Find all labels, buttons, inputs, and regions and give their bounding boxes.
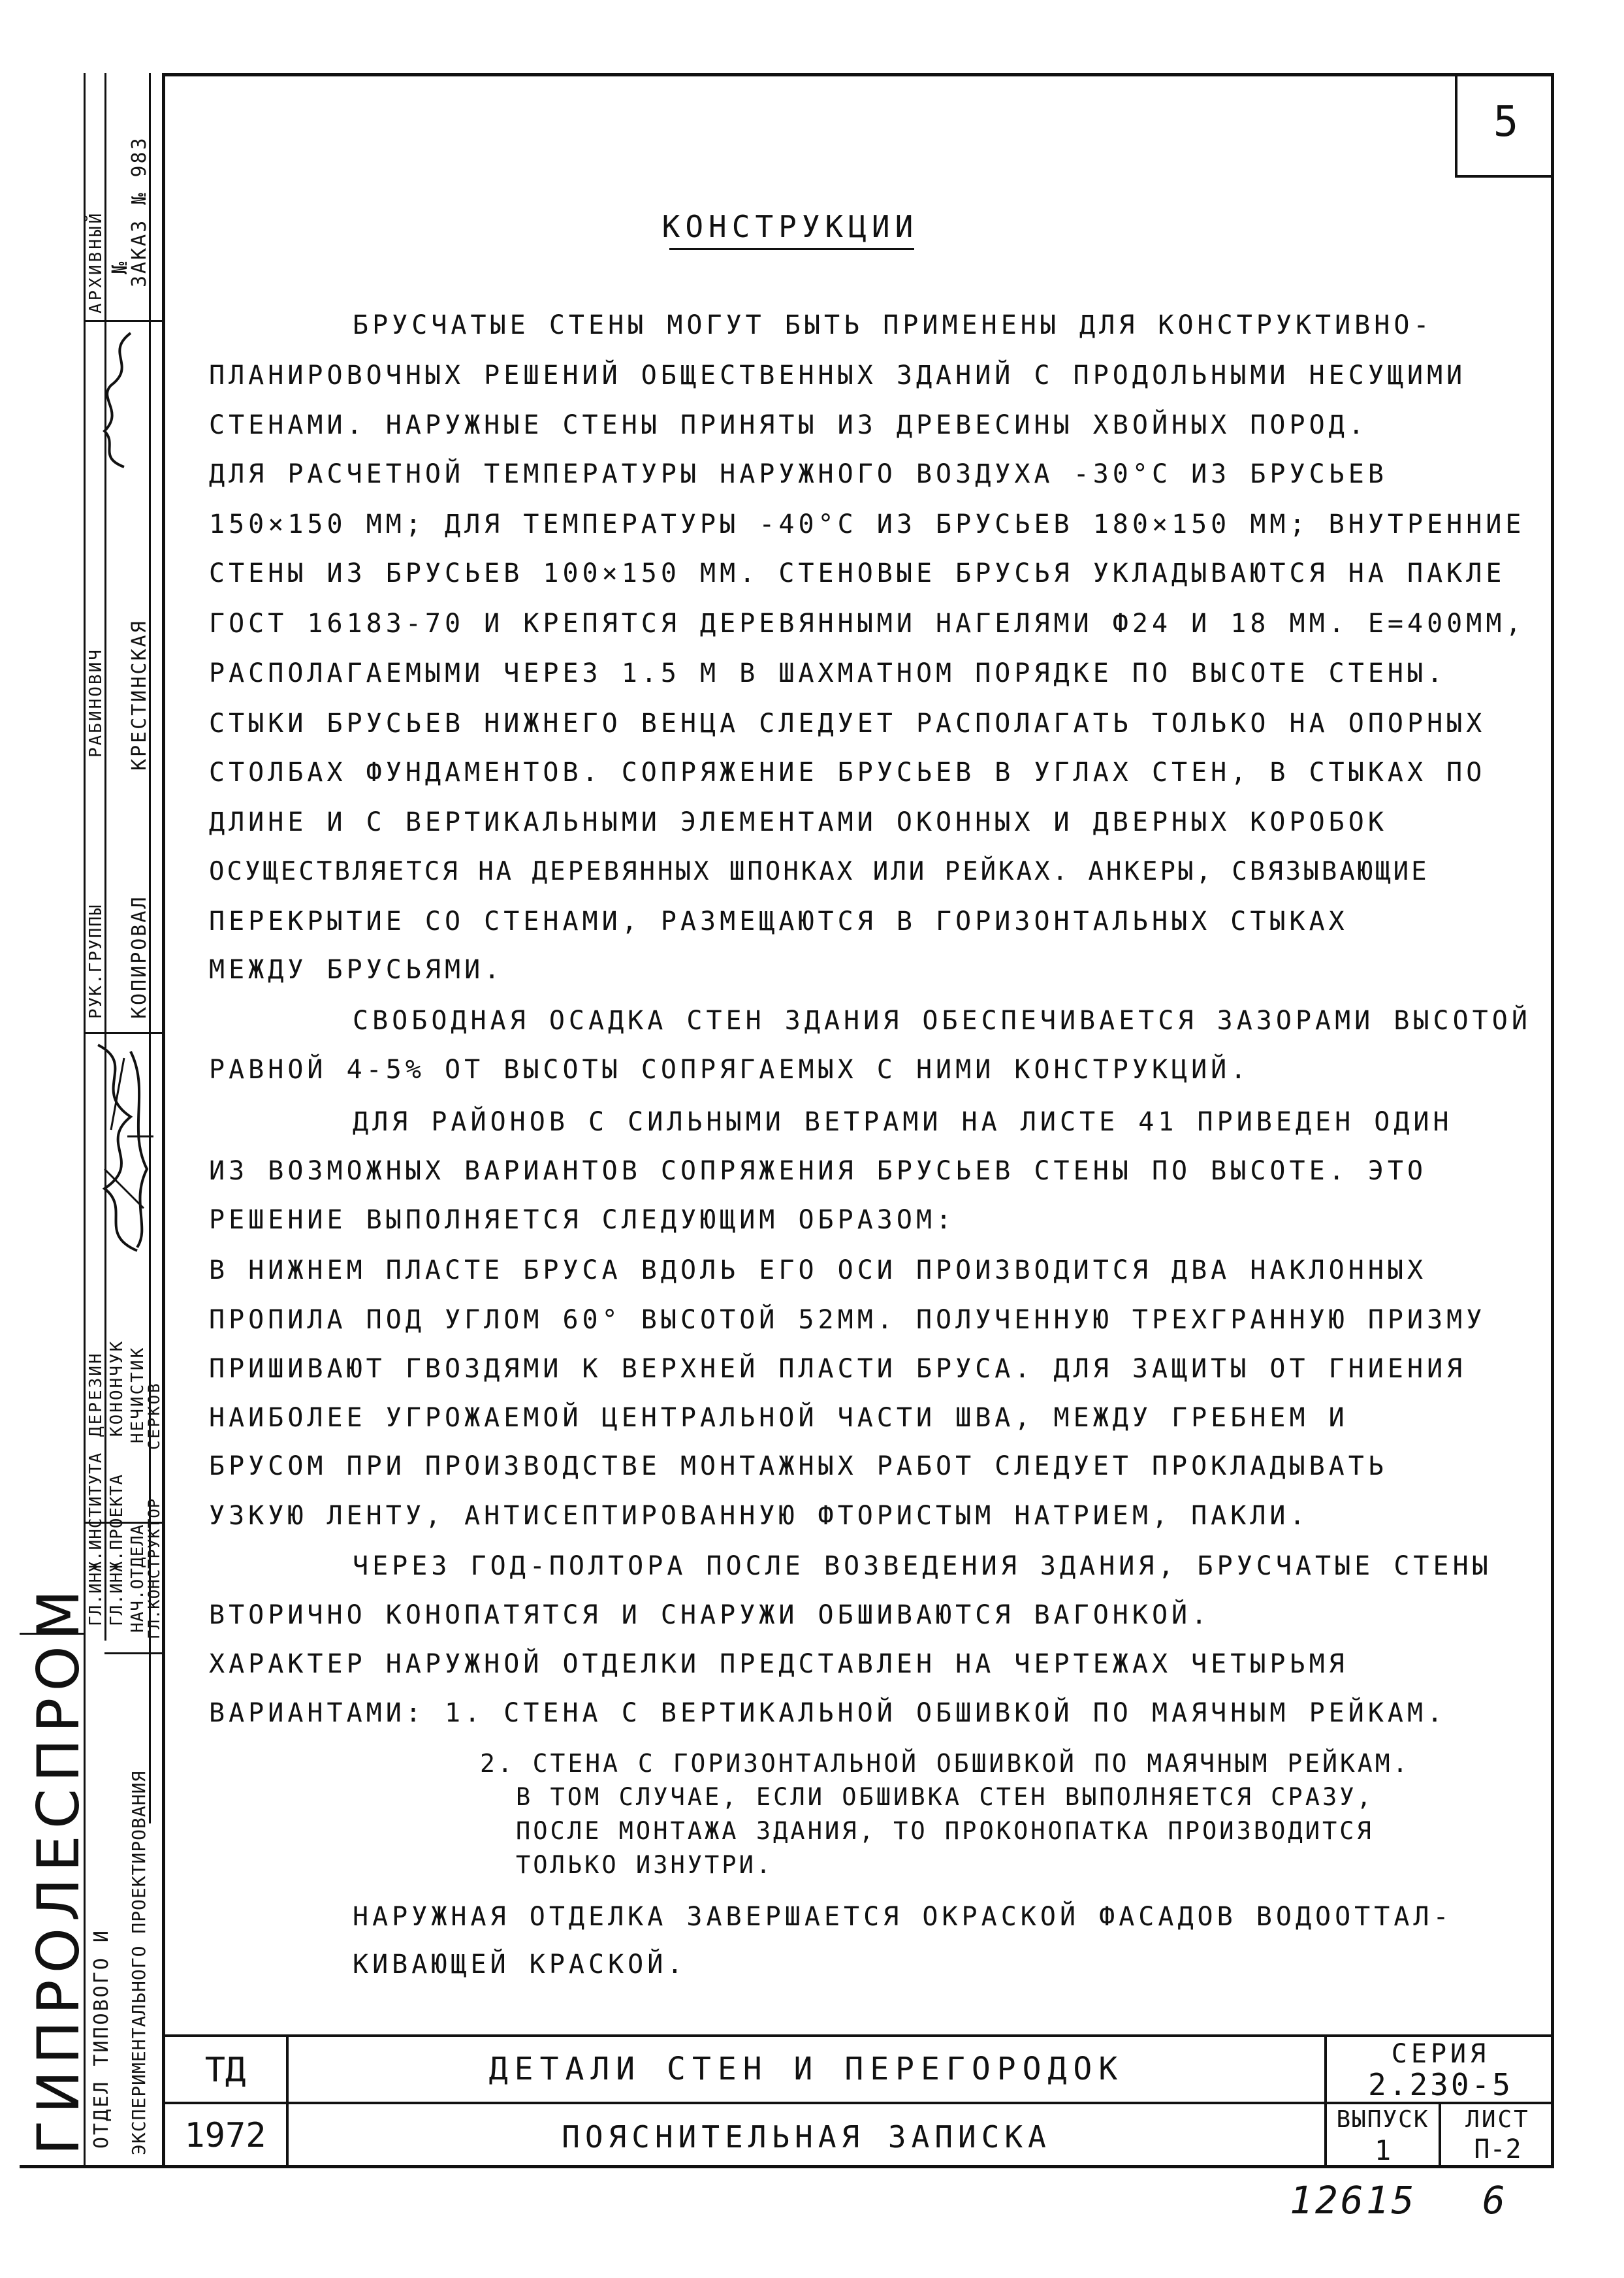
stamp-role-3: НАЧ.ОТДЕЛА [128, 1524, 148, 1633]
stamp-org: ГИПРОЛЕСПРОМ [25, 1583, 92, 2155]
stamp-name-3: НЕЧИСТИК [128, 1345, 148, 1443]
paragraph-line: ПРИШИВАЮТ ГВОЗДЯМИ К ВЕРХНЕЙ ПЛАСТИ БРУСА. ДЛЯ ЗАЩИТЫ ОТ ГНИЕНИЯ [209, 1354, 1467, 1384]
paragraph-line: ПЕРЕКРЫТИЕ СО СТЕНАМИ, РАЗМЕЩАЮТСЯ В ГОРИЗОНТАЛЬНЫХ СТЫКАХ [209, 906, 1348, 937]
paragraph-line: ВАРИАНТАМИ: 1. СТЕНА С ВЕРТИКАЛЬНОЙ ОБШИВКОЙ ПО МАЯЧНЫМ РЕЙКАМ. [209, 1698, 1447, 1728]
frame-top [162, 73, 1554, 76]
sheet-box-bottom [1455, 175, 1554, 178]
stamp-role-1: ГЛ.ИНЖ.ИНСТИТУТА [86, 1452, 106, 1626]
stamp-archive-no: № [107, 261, 132, 274]
tb-issue-value: 1 [1374, 2134, 1392, 2166]
paragraph-line: В ТОМ СЛУЧАЕ, ЕСЛИ ОБШИВКА СТЕН ВЫПОЛНЯЕТСЯ СРАЗУ, [516, 1783, 1374, 1811]
paragraph-line: РАСПОЛАГАЕМЫМИ ЧЕРЕЗ 1.5 М В ШАХМАТНОМ ПОРЯДКЕ ПО ВЫСОТЕ СТЕНЫ. [209, 658, 1447, 688]
paragraph-line: В НИЖНЕМ ПЛАСТЕ БРУСА ВДОЛЬ ЕГО ОСИ ПРОИЗВОДИТСЯ ДВА НАКЛОННЫХ [209, 1255, 1427, 1285]
paragraph-line: СТЕНАМИ. НАРУЖНЫЕ СТЕНЫ ПРИНЯТЫ ИЗ ДРЕВЕСИНЫ ХВОЙНЫХ ПОРОД. [209, 410, 1368, 440]
paragraph-line: 150×150 ММ; ДЛЯ ТЕМПЕРАТУРЫ -40°С ИЗ БРУСЬЕВ 180×150 ММ; ВНУТРЕННИЕ [209, 509, 1525, 539]
stamp-order: ЗАКАЗ № 983 [128, 136, 151, 287]
page-heading: КОНСТРУКЦИИ [661, 209, 919, 244]
paragraph-line: ЧЕРЕЗ ГОД-ПОЛТОРА ПОСЛЕ ВОЗВЕДЕНИЯ ЗДАНИЯ, БРУСЧАТЫЕ СТЕНЫ [353, 1551, 1492, 1581]
paragraph-line: СВОБОДНАЯ ОСАДКА СТЕН ЗДАНИЯ ОБЕСПЕЧИВАЕТСЯ ЗАЗОРАМИ ВЫСОТОЙ [353, 1006, 1531, 1036]
paragraph-line: ХАРАКТЕР НАРУЖНОЙ ОТДЕЛКИ ПРЕДСТАВЛЕН НА ЧЕРТЕЖАХ ЧЕТЫРЬМЯ [209, 1649, 1348, 1679]
heading-underline [669, 248, 914, 250]
paragraph-line: НАРУЖНАЯ ОТДЕЛКА ЗАВЕРШАЕТСЯ ОКРАСКОЙ ФАСАДОВ ВОДООТТАЛ- [353, 1902, 1453, 1932]
tb-sheet-label: ЛИСТ [1465, 2106, 1530, 2133]
paragraph-line: ДЛЯ РАСЧЕТНОЙ ТЕМПЕРАТУРЫ НАРУЖНОГО ВОЗДУХА -30°С ИЗ БРУСЬЕВ [209, 459, 1388, 489]
paragraph-line: КИВАЮЩЕЙ КРАСКОЙ. [353, 1949, 687, 1980]
paragraph-line: БРУСОМ ПРИ ПРОИЗВОДСТВЕ МОНТАЖНЫХ РАБОТ СЛЕДУЕТ ПРОКЛАДЫВАТЬ [209, 1451, 1388, 1481]
stamp-name-2: КОНОНЧУК [107, 1339, 127, 1437]
paragraph-line: СТЕНЫ ИЗ БРУСЬЕВ 100×150 ММ. СТЕНОВЫЕ БРУСЬЯ УКЛАДЫВАЮТСЯ НА ПАКЛЕ [209, 558, 1506, 588]
tb-title: ДЕТАЛИ СТЕН И ПЕРЕГОРОДОК [488, 2051, 1124, 2087]
paragraph-line: СТЫКИ БРУСЬЕВ НИЖНЕГО ВЕНЦА СЛЕДУЕТ РАСПОЛАГАТЬ ТОЛЬКО НА ОПОРНЫХ [209, 709, 1486, 739]
paragraph-line: 2. СТЕНА С ГОРИЗОНТАЛЬНОЙ ОБШИВКОЙ ПО МАЯЧНЫМ РЕЙКАМ. [480, 1749, 1410, 1778]
footer-page: 6 [1482, 2178, 1505, 2222]
paragraph-line: ДЛИНЕ И С ВЕРТИКАЛЬНЫМИ ЭЛЕМЕНТАМИ ОКОННЫХ И ДВЕРНЫХ КОРОБОК [209, 807, 1388, 837]
stamp-role-2: ГЛ.ИНЖ.ПРОЕКТА [107, 1473, 127, 1626]
tb-series-label: СЕРИЯ [1391, 2039, 1490, 2069]
stamp-row-line-4 [104, 1652, 162, 1654]
paragraph-line: РАВНОЙ 4-5% ОТ ВЫСОТЫ СОПРЯГАЕМЫХ С НИМИ КОНСТРУКЦИЙ. [209, 1055, 1250, 1085]
stamp-group-head-role: РУК.ГРУППЫ [86, 903, 106, 1019]
tb-subtitle: ПОЯСНИТЕЛЬНАЯ ЗАПИСКА [562, 2119, 1051, 2155]
paragraph-line: МЕЖДУ БРУСЬЯМИ. [209, 955, 504, 985]
tb-top [162, 2034, 1554, 2037]
stamp-department-1: ОТДЕЛ ТИПОВОГО И [90, 1929, 113, 2149]
paragraph-line: БРУСЧАТЫЕ СТЕНЫ МОГУТ БЫТЬ ПРИМЕНЕНЫ ДЛЯ КОНСТРУКТИВНО- [353, 310, 1433, 340]
stamp-row-line-1 [84, 320, 162, 322]
paragraph-line: УЗКУЮ ЛЕНТУ, АНТИСЕПТИРОВАННУЮ ФТОРИСТЫМ НАТРИЕМ, ПАКЛИ. [209, 1501, 1309, 1531]
signature-1 [85, 327, 150, 470]
stamp-row-line-2 [84, 1032, 162, 1034]
stamp-copied-label: КОПИРОВАЛ [128, 895, 151, 1019]
paragraph-line: ПОСЛЕ МОНТАЖА ЗДАНИЯ, ТО ПРОКОНОПАТКА ПРОИЗВОДИТСЯ [516, 1817, 1374, 1845]
tb-issue-label: ВЫПУСК [1336, 2106, 1429, 2133]
stamp-archive-label: АРХИВНЫЙ [86, 210, 106, 313]
stamp-copied-name: КРЕСТИНСКАЯ [128, 619, 151, 771]
paragraph-line: ОСУЩЕСТВЛЯЕТСЯ НА ДЕРЕВЯННЫХ ШПОНКАХ ИЛИ РЕЙКАХ. АНКЕРЫ, СВЯЗЫВАЮЩИЕ [209, 857, 1429, 886]
footer-inventory: 12615 [1290, 2178, 1417, 2222]
paragraph-line: ТОЛЬКО ИЗНУТРИ. [516, 1851, 774, 1879]
tb-year: 1972 [184, 2116, 266, 2155]
frame-right [1551, 73, 1554, 2168]
paragraph-line: ПРОПИЛА ПОД УГЛОМ 60° ВЫСОТОЙ 52ММ. ПОЛУЧЕННУЮ ТРЕХГРАННУЮ ПРИЗМУ [209, 1305, 1486, 1335]
paragraph-line: ГОСТ 16183-70 И КРЕПЯТСЯ ДЕРЕВЯННЫМИ НАГЕЛЯМИ Ф24 И 18 ММ. Е=400ММ, [209, 609, 1525, 639]
frame-inner-left [162, 73, 165, 2168]
tb-td: ТД [204, 2051, 246, 2090]
tb-series-value: 2.230-5 [1368, 2067, 1513, 2102]
paragraph-line: НАИБОЛЕЕ УГРОЖАЕМОЙ ЦЕНТРАЛЬНОЙ ЧАСТИ ШВА, МЕЖДУ ГРЕБНЕМ И [209, 1403, 1348, 1433]
sheet-number: 5 [1493, 98, 1519, 146]
paragraph-line: РЕШЕНИЕ ВЫПОЛНЯЕТСЯ СЛЕДУЮЩИМ ОБРАЗОМ: [209, 1205, 956, 1235]
stamp-group-head-name: РАБИНОВИЧ [86, 648, 106, 758]
stamp-name-1: ДЕРЕЗИН [86, 1351, 106, 1437]
paragraph-line: СТОЛБАХ ФУНДАМЕНТОВ. СОПРЯЖЕНИЕ БРУСЬЕВ В УГЛАХ СТЕН, В СТЫКАХ ПО [209, 758, 1486, 788]
stamp-role-4: ГЛ.КОНСТРУКТОР [145, 1498, 163, 1639]
tb-sheet-value: П-2 [1474, 2134, 1521, 2164]
paragraph-line: ПЛАНИРОВОЧНЫХ РЕШЕНИЙ ОБЩЕСТВЕННЫХ ЗДАНИЙ С ПРОДОЛЬНЫМИ НЕСУЩИМИ [209, 361, 1467, 391]
stamp-department-2: ЭКСПЕРИМЕНТАЛЬНОГО ПРОЕКТИРОВАНИЯ [128, 1770, 150, 2155]
stamp-name-4: СЕРКОВ [145, 1381, 163, 1450]
paragraph-line: ДЛЯ РАЙОНОВ С СИЛЬНЫМИ ВЕТРАМИ НА ЛИСТЕ 41 ПРИВЕДЕН ОДИН [353, 1107, 1453, 1137]
paragraph-line: ИЗ ВОЗМОЖНЫХ ВАРИАНТОВ СОПРЯЖЕНИЯ БРУСЬЕВ СТЕНЫ ПО ВЫСОТЕ. ЭТО [209, 1156, 1427, 1186]
signature-3 [124, 1038, 157, 1254]
paragraph-line: ВТОРИЧНО КОНОПАТЯТСЯ И СНАРУЖИ ОБШИВАЮТСЯ ВАГОНКОЙ. [209, 1600, 1211, 1630]
